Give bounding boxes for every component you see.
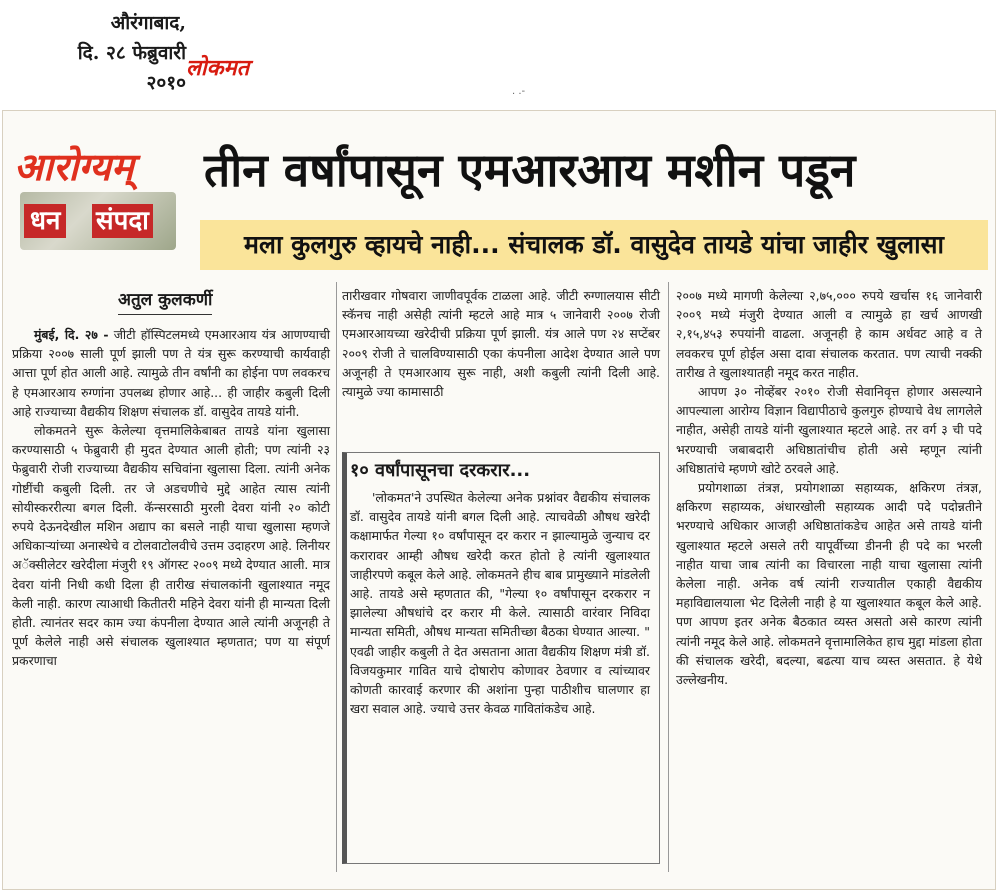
sidebar-box-title: १० वर्षांपासूनचा दरकरार... xyxy=(350,460,531,481)
paragraph: तारीखवार गोषवारा जाणीवपूर्वक टाळला आहे. जीटी रुग्णालयास सीटी स्कॅनच नाही असेही त्यांनी म्हटले आहे मात्र ५ जानेवारी २००७ रोजी एमआरआयच्या खरेदीची प्रक्रिया पूर्ण झाली. यंत्र आले पण २४ सप्टेंबर २००९ रोजी ते चालविण्यासाठी एका कंपनीला आदेश देण्यात आले पण अजूनही ते एमआरआय सुरू नाही, अशी कबुली त्यांनी दिली आहे. त्यामुळे ज्या कामासाठी xyxy=(342,288,660,400)
dateline-city: औरंगाबाद, xyxy=(110,12,186,34)
paragraph: जीटी हॉस्पिटलमध्ये एमआरआय यंत्र आणण्याची प्रक्रिया २००७ साली पूर्ण झाली पण ते यंत्र सुरू करण्याची कार्यवाही आत्ता पूर्ण होत आली आहे. त्यामुळे तीन वर्षांनी का होईना पण लवकरच हे एमआरआय रुग्णांना उपलब्ध होणार आहे... ही जाहीर कबुली दिली आहे राज्याच्या वैद्यकीय शिक्षण संचालक डॉ. वासुदेव तायडे यांनी. xyxy=(12,327,330,419)
newspaper-masthead: लोकमत xyxy=(186,56,250,81)
article-column-3 xyxy=(676,286,982,689)
arogyam-logo xyxy=(14,140,182,258)
subheadline: मला कुलगुरु व्हायचे नाही... संचालक डॉ. वासुदेव तायडे यांचा जाहीर खुलासा xyxy=(200,220,988,270)
column-divider xyxy=(668,282,669,872)
logo-top-text: आरोग्यम् xyxy=(14,144,134,189)
logo-right-text: संपदा xyxy=(92,204,153,238)
article-column-2 xyxy=(342,286,660,401)
sidebar-box-text xyxy=(350,488,650,718)
byline: अतुल कुलकर्णी xyxy=(118,288,212,315)
paragraph: प्रयोगशाळा तंत्रज्ञ, प्रयोगशाळा सहाय्यक, क्षकिरण तंत्रज्ञ, क्षकिरण सहाय्यक, अंधारखोली सहाय्यक आदी पदे पदोन्नतीने भरण्याचे अधिकार आजही अधिष्ठातांकडेच आहेत असे तायडे यांनी खुलाश्यात म्हटले असले तरी यापूर्वीच्या डीननी ही पदे का भरली नाहीत याचा जाब त्यांनी का विचारला नाही याचा खुलासा त्यांनी केलेला नाही. अनेक वर्ष त्यांनी राज्यातील एकाही वैद्यकीय महाविद्यालयाला भेट दिलेली नाही हे या खुलाश्यात कबूल केले आहे. पण आपण इतर अनेक बैठकात व्यस्त असतो असे कारण त्यांनी त्यांनी नमूद केले आहे. लोकमतने वृत्तामालिकेत हाच मुद्दा मांडला होता की संचालक खरेदी, बदल्या, बढत्या याच व्यस्त असतात. हे येथे उल्लेखनीय. xyxy=(676,480,982,688)
paragraph: २००७ मध्ये मागणी केलेल्या २,७५,००० रुपये खर्चास १६ जानेवारी २००९ मध्ये मंजुरी देण्यात आली व त्यामुळे हा खर्च आणखी २,१५,४५३ रुपयांनी वाढला. अजूनही हे काम अर्धवट आहे व ते लवकरच पूर्ण होईल असा दावा संचालक करतात. पण त्याची नक्की तारीख ते खुलाश्यातही नमूद करत नाहीत. xyxy=(676,288,982,380)
paragraph: आपण ३० नोव्हेंबर २०१० रोजी सेवानिवृत्त होणार असल्याने आपल्याला आरोग्य विज्ञान विद्यापीठाचे कुलगुरु होण्याचे वेध लागलेले नाहीत, असेही तायडे यांनी खुलाश्यात म्हटले आहे. तर वर्ग ३ ची पदे भरण्याची जबाबदारी अधिष्ठातांचीच होती असे म्हणून त्यांनी अधिष्ठातांचे म्हणणे खोटे ठरवले आहे. xyxy=(676,384,982,476)
article-column-1 xyxy=(12,325,330,671)
column-divider xyxy=(336,282,337,872)
dateline xyxy=(26,8,186,98)
dateline-date: दि. २८ फेब्रुवारी xyxy=(77,42,186,64)
dateline-lead: मुंबई, दि. २७ - xyxy=(34,327,109,342)
logo-left-text: धन xyxy=(24,204,66,238)
paragraph: लोकमतने सुरू केलेल्या वृत्तमालिकेबाबत तायडे यांना खुलासा करण्यासाठी ५ फेब्रुवारी ही मुदत देण्यात आली होती; पण त्यांनी २३ फेब्रुवारी रोजी राज्याच्या वैद्यकीय सचिवांना खुलासा दिला. त्यांनी अनेक गोष्टींची कबुली दिली. तर जे अडचणीचे मुद्दे आहेत त्यास त्यांनी सोयीस्कररीत्या बगल दिली. कॅन्सरसाठी मुरली देवरा यांनी २० कोटी रुपये देऊनदेखील मशिन अद्याप का बसले नाही याचा खुलासा म्हणजे अधिकाऱ्यांच्या अनास्थेचे व टोलवाटोलवीचे उत्तम उदाहरण आहे. लिनीयर अॅक्सीलेटर खरेदीला मंजुरी १९ ऑगस्ट २००९ मध्ये देण्यात आली. मात्र देवरा यांनी निधी कधी दिला ही तारीख संचालकांनी खुलाश्यात नमूद केली नाही. कारण त्याआधी कितीतरी महिने देवरा यांनी ही मान्यता दिली होती. त्यानंतर सदर काम ज्या कंपनीला देण्यात आले त्यांनी अजूनही ते पूर्ण केलेले नाही असे संचालक खुलाश्यात म्हणतात; पण या संपूर्ण प्रकरणाचा xyxy=(12,423,330,669)
paragraph: 'लोकमत'ने उपस्थित केलेल्या अनेक प्रश्नांवर वैद्यकीय संचालक डॉ. वासुदेव तायडे यांनी बगल दिली आहे. त्याचवेळी औषध खरेदी कक्षामार्फत गेल्या १० वर्षांपासून दर करार न झाल्यामुळे जुन्याच दर करारावर आम्ही औषध खरेदी करत होतो हे त्यांनी खुलाश्यात जाहीरपणे कबूल केले आहे. लोकमतने हीच बाब प्रामुख्याने मांडलेली आहे. तायडे असे म्हणतात की, "गेल्या १० वर्षांपासून दरकरार न झालेल्या औषधांचे दर करार मी केले. त्यासाठी वारंवार निविदा मान्यता समिती, औषध मान्यता समितीच्छा बैठका घेण्यात आल्या. " एवढी जाहीर कबुली ते देत असताना आता वैद्यकीय शिक्षण मंत्री डॉ. विजयकुमार गावित याचे दोषारोप कोणावर ठेवणार व त्यांच्यावर कोणती कारवाई करणार की अशांना पुन्हा पाठीशीच घालणार हा खरा सवाल आहे. ज्याचे उत्तर केवळ गावितांकडेच आहे. xyxy=(350,490,650,717)
dateline-year: २०१० xyxy=(146,72,186,94)
headline: तीन वर्षांपासून एमआरआय मशीन पडून xyxy=(204,143,856,197)
scan-dots: . .- xyxy=(512,86,526,97)
